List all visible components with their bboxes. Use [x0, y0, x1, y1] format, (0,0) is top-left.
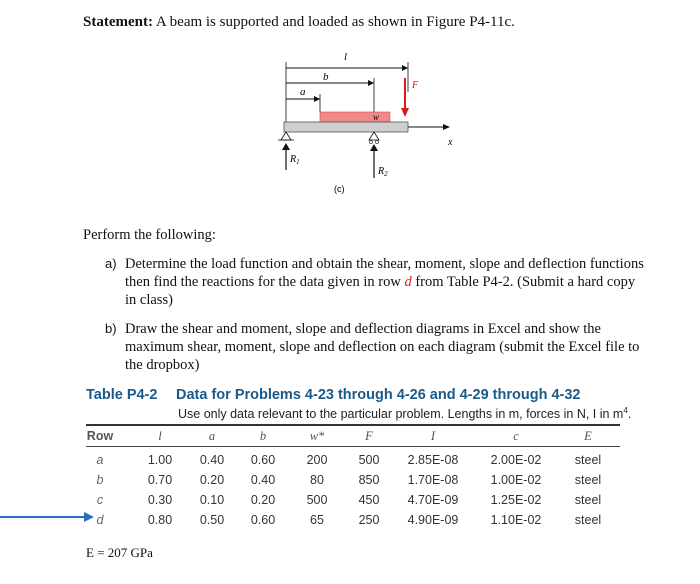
table-cell: 2.00E-02: [490, 453, 542, 467]
table-cell: 4.70E-09: [407, 493, 459, 507]
table-cell: 0.80: [147, 513, 173, 527]
table-cell: 500: [358, 453, 380, 467]
table-cell: 4.90E-09: [407, 513, 459, 527]
table-cell: 0.10: [199, 493, 225, 507]
table-heading: [86, 387, 580, 403]
perform-heading: Perform the following:: [83, 227, 216, 243]
label-b: b: [323, 71, 329, 83]
table-cell: 2.85E-08: [407, 453, 459, 467]
table-cell: 1.00E-02: [490, 473, 542, 487]
table-cell: 0.70: [147, 473, 173, 487]
table-cell: 1.00: [147, 453, 173, 467]
table-cell: steel: [574, 493, 602, 507]
table-cell: 1.10E-02: [490, 513, 542, 527]
statement: [83, 14, 515, 31]
label-F: F: [412, 80, 419, 91]
table-header-5: F: [365, 429, 373, 443]
table-header-rule: [86, 446, 620, 447]
task-a-label: a): [105, 256, 117, 271]
statement-label: Statement:: [83, 14, 153, 30]
table-cell: 450: [358, 493, 380, 507]
table-cell: a: [96, 453, 104, 467]
table-header-2: a: [208, 429, 216, 443]
table-cell: 0.60: [250, 453, 276, 467]
table-cell: 0.40: [199, 453, 225, 467]
table-cell: 500: [306, 493, 328, 507]
label-x: x: [448, 137, 453, 148]
table-header-8: E: [584, 429, 592, 443]
table-cell: 0.20: [250, 493, 276, 507]
table-header-1: l: [158, 429, 162, 443]
table-header-3: b: [259, 429, 267, 443]
table-header-7: c: [513, 429, 519, 443]
pin-support: [281, 132, 291, 140]
table-number: Table P4-2: [86, 387, 158, 403]
table-header-0: Row: [86, 429, 114, 443]
table-cell: 250: [358, 513, 380, 527]
roller-support: [369, 132, 379, 140]
table-cell: steel: [574, 473, 602, 487]
task-b-text: Draw the shear and moment, slope and deflection diagrams in Excel and show the maximum shear, moment, slope and deflection on each diagram (submit the Excel file to the dropbox): [125, 321, 640, 373]
table-cell: 850: [358, 473, 380, 487]
table-cell: steel: [574, 513, 602, 527]
table-subtitle: Use only data relevant to the particular problem. Lengths in m, forces in N, I in $m^4$.: [178, 406, 632, 422]
task-b: [105, 320, 645, 374]
task-a: a) Determine the load function and obtain the shear, moment, slope and deflection functions then find the reactions for the data given in row d from Table P4-2. (Submit a hard copy in class): [105, 256, 644, 308]
beam-figure: [270, 50, 470, 200]
distributed-load: [320, 112, 390, 122]
table-cell: 80: [310, 473, 324, 487]
table-cell: d: [96, 513, 104, 527]
statement-text: A beam is supported and loaded as shown in Figure P4-11c.: [152, 14, 515, 30]
table-cell: 0.50: [199, 513, 225, 527]
modulus-footnote: E = 207 GPa: [86, 545, 153, 560]
beam: [284, 122, 408, 132]
table-cell: 1.70E-08: [407, 473, 459, 487]
table-cell: c: [96, 493, 104, 507]
table-cell: 65: [310, 513, 324, 527]
figure-caption: (c): [334, 184, 345, 194]
table-cell: 0.40: [250, 473, 276, 487]
label-R2: $R_2$: [378, 166, 388, 178]
table-cell: b: [96, 473, 104, 487]
table-header-6: I: [430, 429, 436, 443]
table-cell: 1.25E-02: [490, 493, 542, 507]
table-cell: 0.20: [199, 473, 225, 487]
label-R1: $R_1$: [290, 154, 300, 166]
table-cell: 0.60: [250, 513, 276, 527]
table-title: Data for Problems 4-23 through 4-26 and 4-29 through 4-32: [176, 387, 581, 403]
row-d-arrow: [0, 510, 100, 524]
label-l: l: [344, 51, 348, 63]
table-cell: 0.30: [147, 493, 173, 507]
label-w: w: [373, 112, 380, 122]
table-cell: 200: [306, 453, 328, 467]
table-cell: steel: [574, 453, 602, 467]
table-header-4: w*: [309, 429, 325, 443]
table-top-rule: [86, 424, 620, 426]
label-a: a: [300, 86, 306, 98]
row-d-highlight: d: [404, 274, 412, 290]
task-b-label: b): [105, 321, 117, 336]
